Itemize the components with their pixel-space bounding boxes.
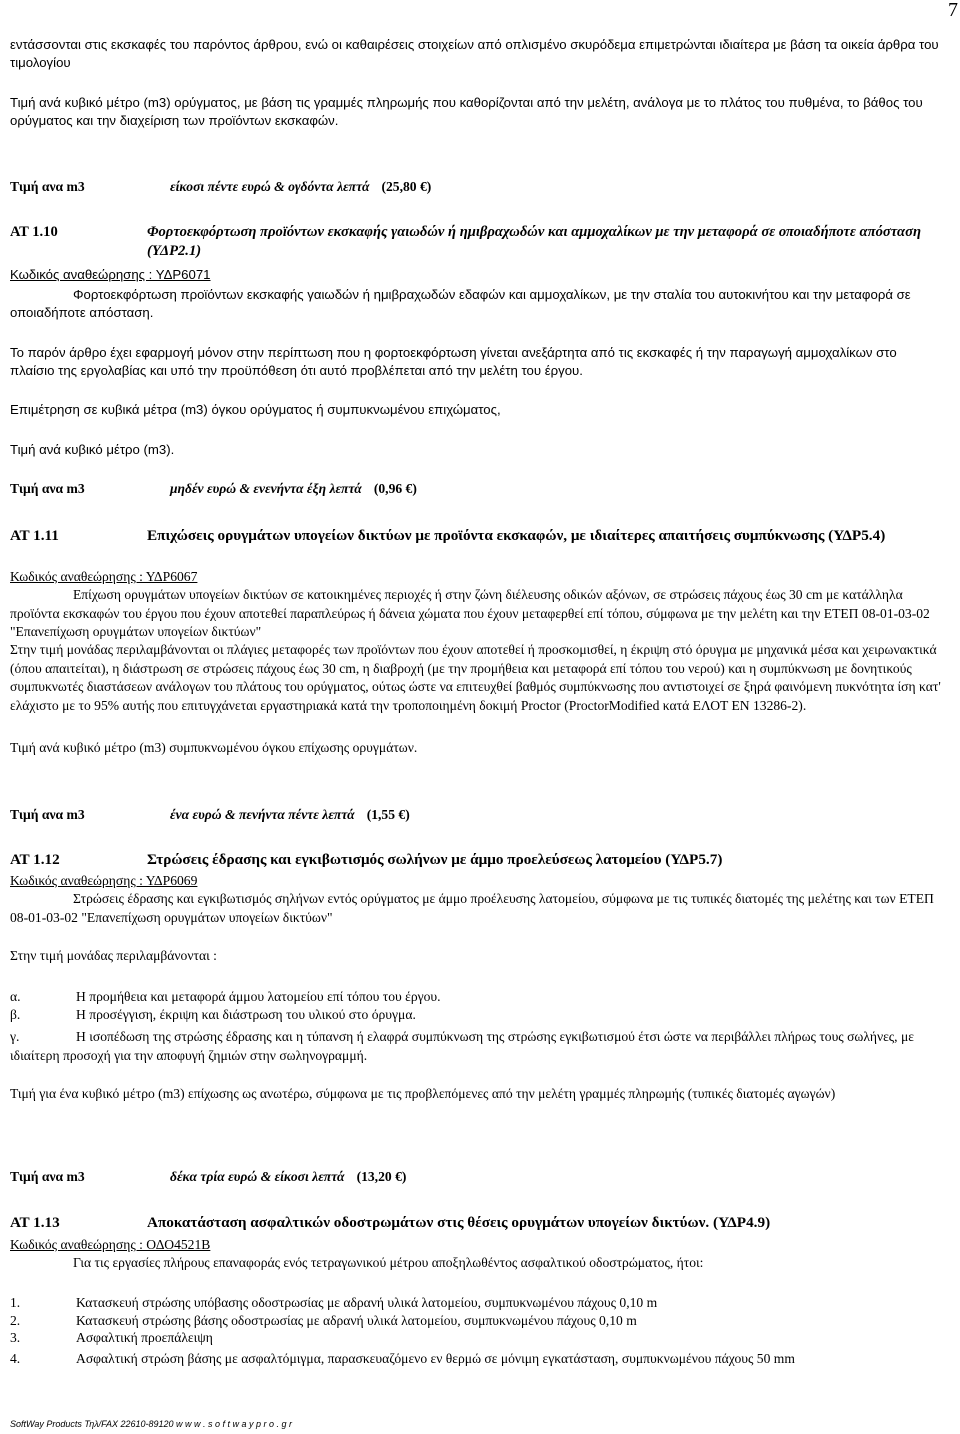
article-code: ΑΤ 1.11 — [10, 527, 59, 544]
article-paragraph-1-11-a: Στην τιμή μονάδας περιλαμβάνονται οι πλάγιες μεταφορές των προϊόντων που έχουν αποτεθεί ή προσκομισθεί, η έκριψη στό όρυγμα με μηχανικά μέσα και χειρωνακτικά (όπου απαιτείται), η διάστρωση σε στρώσεις πάχους έως 30 cm, η διαβροχή (με την προμήθεια και μεταφορά επί τόπου του νερού) και η συμπύκνωση με δονητικούς συμπυκνωτές διαστάσεων ανάλογων του πλάτους του ορύγματος, ούτως ώστε να επιτευχθεί βαθμός συμπύκνωσης που αντιστοιχεί σε ξηρά φαινόμενη πυκνότητα ίση κατ' ελάχιστο με το 95% αυτής που επιτυγχάνεται εργαστηριακά κατά την τροποποιημένη δοκιμή Proctor (ProctorModified κατά ΕΛΟΤ ΕΝ 13286-2). — [10, 642, 941, 713]
article-heading-1-10 — [10, 223, 950, 260]
revision-code-1-10: Κωδικός αναθεώρησης : ΥΔΡ6071 — [10, 267, 211, 282]
price-label: Τιμή ανα m3 — [10, 1169, 85, 1184]
article-description-1-13: Για τις εργασίες πλήρους επαναφοράς ενός τετραγωνικού μέτρου αποξηλωθέντος ασφαλτικού οδοστρώματος, ήτοι: — [73, 1255, 704, 1270]
list-marker: 1. — [10, 1295, 21, 1310]
article-title: Επιχώσεις ορυγμάτων υπογείων δικτύων με προϊόντα εκσκαφών, με ιδιαίτερες απαιτήσεις συμπύκνωσης (ΥΔΡ5.4) — [147, 527, 886, 544]
price-label: Τιμή ανα m3 — [10, 179, 85, 194]
price-amount: (25,80 €) — [381, 179, 432, 194]
article-code: ΑΤ 1.10 — [10, 224, 58, 240]
price-text: είκοσι πέντε ευρώ & ογδόντα λεπτά — [170, 179, 370, 194]
article-paragraph-1-11-b: Τιμή ανά κυβικό μέτρο (m3) συμπυκνωμένου όγκου επίχωσης ορυγμάτων. — [10, 740, 418, 755]
article-description-1-11: Επίχωση ορυγμάτων υπογείων δικτύων σε κατοικημένες περιοχές ή στην ζώνη διέλευσης οδικών αξόνων, σε στρώσεις πάχους έως 30 cm με κατάλληλα προϊόντα εκσκαφών του έργου που έχουν αποτεθεί παραπλεύρως ή δάνεια χώματα που έχουν μεταφερθεί επί τόπου, σύμφωνα με την μελέτη και την ΕΤΕΠ 08-01-03-02 "Επανεπίχωση ορυγμάτων υπογείων δικτύων" — [10, 587, 930, 639]
list-item — [10, 1312, 950, 1330]
list-text: Η προσέγγιση, έκριψη και διάστρωση του υλικού στο όρυγμα. — [76, 1006, 416, 1022]
list-text: Ασφαλτική προεπάλειψη — [76, 1330, 213, 1346]
price-line-1-12 — [10, 1168, 910, 1186]
article-code: ΑΤ 1.12 — [10, 851, 60, 868]
list-item — [10, 988, 950, 1006]
revision-code-1-13: Κωδικός αναθεώρησης : ΟΔΟ4521Β — [10, 1237, 211, 1252]
article-paragraph-1-10-b: Επιμέτρηση σε κυβικά μέτρα (m3) όγκου ορύγματος ή συμπυκνωμένου επιχώματος, — [10, 402, 501, 417]
list-1-12 — [10, 988, 950, 1023]
price-line-1-11 — [10, 806, 910, 824]
price-text: μηδέν ευρώ & ενενήντα έξη λεπτά — [170, 481, 362, 496]
article-code: ΑΤ 1.13 — [10, 1214, 60, 1231]
article-paragraph-1-12-a: Στην τιμή μονάδας περιλαμβάνονται : — [10, 948, 217, 963]
list-text: Κατασκευή στρώσης υπόβασης οδοστρωσίας με αδρανή υλικά λατομείου, συμπυκνωμένου πάχους 0,10 m — [76, 1295, 658, 1310]
page-number: 7 — [948, 0, 958, 21]
article-heading-1-12 — [10, 851, 950, 870]
article-title: Αποκατάσταση ασφαλτικών οδοστρωμάτων στις θέσεις ορυγμάτων υπογείων δικτύων. (ΥΔΡ4.9) — [147, 1214, 771, 1231]
list-marker: α. — [10, 989, 21, 1004]
list-text: Κατασκευή στρώσης βάσης οδοστρωσίας με αδρανή υλικά λατομείου, συμπυκνωμένου πάχους 0,10 m — [76, 1312, 637, 1328]
revision-code-1-12: Κωδικός αναθεώρησης : ΥΔΡ6069 — [10, 873, 198, 888]
article-paragraph-1-10-c: Τιμή ανά κυβικό μέτρο (m3). — [10, 442, 175, 457]
price-line-1-10 — [10, 480, 910, 498]
page-footer: SoftWay Products Τηλ/FAX 22610-89120 w w w . s o f t w a y p r o . g r — [10, 1419, 293, 1429]
list-marker: 3. — [10, 1330, 21, 1346]
list-marker: 2. — [10, 1312, 21, 1328]
list-text: Η ισοπέδωση της στρώσης έδρασης και η τύπανση ή ελαφρά συμπύκνωση της στρώσης εγκιβωτισμού έτσι ώστε να περιβάλλει πλήρως τους σωλήνες, με ιδιαίτερη προσοχή για την αποφυγή ζημιών στην σωληνογραμμή. — [10, 1029, 914, 1063]
article-title: Στρώσεις έδρασης και εγκιβωτισμός σωλήνων με άμμο προελεύσεως λατομείου (ΥΔΡ5.7) — [147, 851, 723, 868]
list-text: Ασφαλτική στρώση βάσης με ασφαλτόμιγμα, παρασκευαζόμενο εν θερμώ σε μόνιμη εγκατάσταση, συμπυκνωμένου πάχους 50 mm — [76, 1351, 795, 1366]
intro-paragraph-1: εντάσσονται στις εκσκαφές του παρόντος άρθρου, ενώ οι καθαιρέσεις στοιχείων από οπλισμένο σκυρόδεμα επιμετρώνται ιδιαίτερα με βάση τα οικεία άρθρα του τιμολογίου — [10, 37, 939, 70]
price-text: δέκα τρία ευρώ & είκοσι λεπτά — [170, 1169, 345, 1184]
list-item-4 — [10, 1350, 950, 1369]
article-description-1-12: Στρώσεις έδρασης και εγκιβωτισμός σηλήνων εντός ορύγματος με άμμο προέλευσης λατομείου, σύμφωνα με τις τυπικές διατομές της μελέτης και των ΕΤΕΠ 08-01-03-02 "Επανεπίχωση ορυγμάτων υπογείων δικτύων" — [10, 891, 934, 925]
list-item-gamma — [10, 1028, 950, 1065]
article-heading-1-13 — [10, 1214, 950, 1233]
list-text: Η προμήθεια και μεταφορά άμμου λατομείου επί τόπου του έργου. — [76, 989, 441, 1004]
price-text: ένα ευρώ & πενήντα πέντε λεπτά — [170, 807, 355, 822]
article-heading-1-11 — [10, 526, 890, 545]
article-title: Φορτοεκφόρτωση προϊόντων εκσκαφής γαιωδών ή ημιβραχωδών και αμμοχαλίκων με την μεταφορά σε οποιαδήποτε απόσταση (ΥΔΡ2.1) — [147, 224, 921, 259]
list-1-13 — [10, 1294, 950, 1347]
list-marker: 4. — [10, 1351, 21, 1366]
article-paragraph-1-12-b: Τιμή για ένα κυβικό μέτρο (m3) επίχωσης ως ανωτέρω, σύμφωνα με τις προβλεπόμενες από την μελέτη γραμμές πληρωμής (τυπικές διατομές αγωγών) — [10, 1086, 836, 1101]
price-amount: (13,20 €) — [356, 1169, 407, 1184]
list-item — [10, 1294, 950, 1312]
intro-paragraph-2: Τιμή ανά κυβικό μέτρο (m3) ορύγματος, με βάση τις γραμμές πληρωμής που καθορίζονται από την μελέτη, ανάλογα με το πλάτος του πυθμένα, το βάθος του ορύγματος και την διαχείριση των προϊόντων εκσκαφών. — [10, 95, 923, 128]
article-description-1-10: Φορτοεκφόρτωση προϊόντων εκσκαφής γαιωδών ή ημιβραχωδών εδαφών και αμμοχαλίκων, με την σταλία του αυτοκινήτου και την μεταφορά σε οποιαδήποτε απόσταση. — [10, 287, 911, 320]
article-paragraph-1-10-a: Το παρόν άρθρο έχει εφαρμογή μόνον στην περίπτωση που η φορτοεκφόρτωση γίνεται ανεξάρτητα από τις εκσκαφές ή την παραγωγή αμμοχαλίκων στο πλαίσιο της εργολαβίας και υπό την προϋπόθεση ότι αυτό προβλέπεται από την μελέτη του έργου. — [10, 345, 897, 378]
revision-code-1-11: Κωδικός αναθεώρησης : ΥΔΡ6067 — [10, 569, 198, 584]
price-amount: (1,55 €) — [366, 807, 410, 822]
list-marker: γ. — [10, 1029, 20, 1044]
price-line-1 — [10, 178, 910, 196]
price-amount: (0,96 €) — [373, 481, 417, 496]
list-marker: β. — [10, 1006, 21, 1022]
price-label: Τιμή ανα m3 — [10, 807, 85, 822]
list-item — [10, 1329, 950, 1347]
price-label: Τιμή ανα m3 — [10, 481, 85, 496]
list-item — [10, 1006, 950, 1024]
